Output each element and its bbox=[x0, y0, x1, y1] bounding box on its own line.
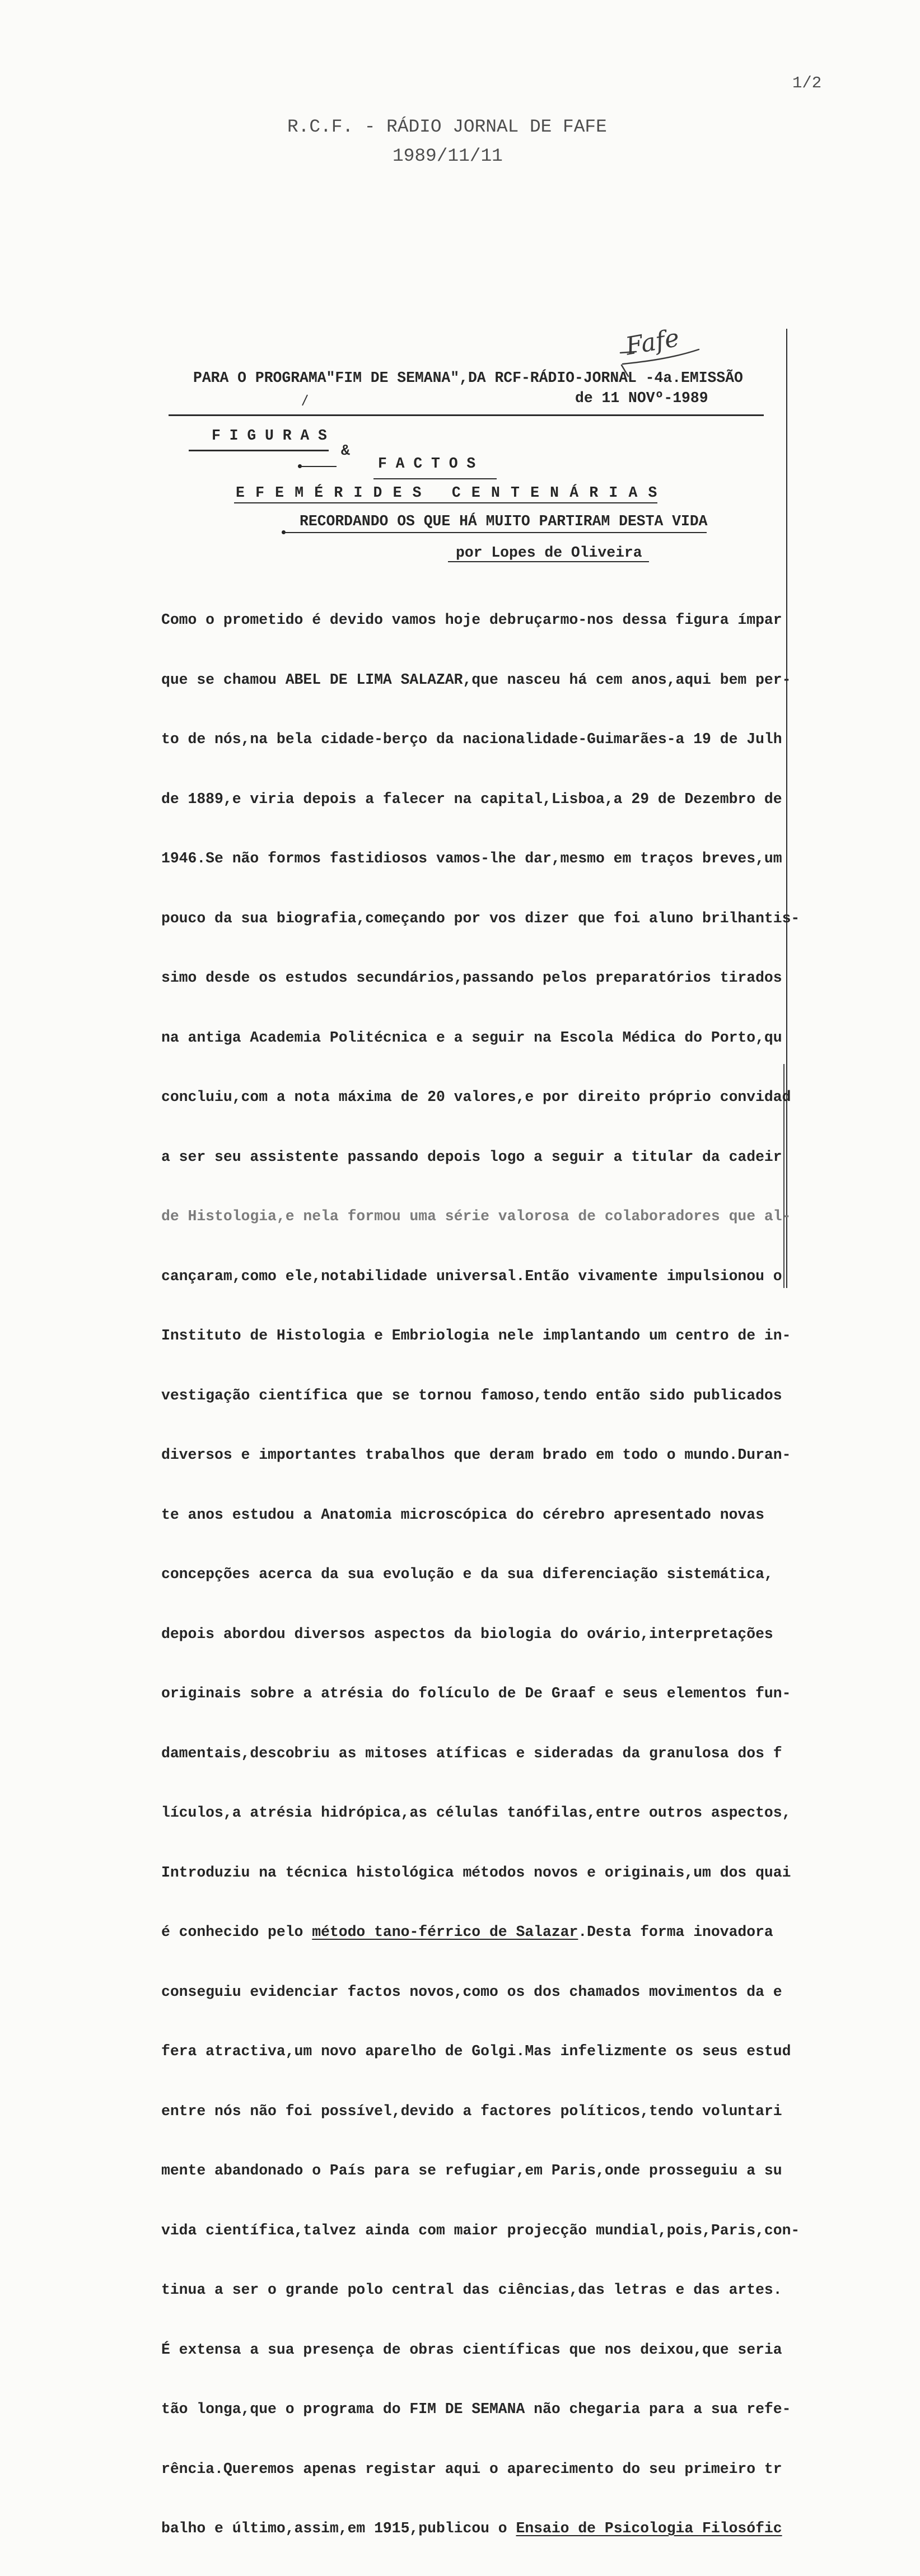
body-line-text: balho e último,assim,em 1915,publicou o bbox=[161, 2520, 516, 2537]
header-rule bbox=[169, 414, 764, 416]
body-line-text: .Desta forma inovadora bbox=[578, 1924, 773, 1940]
body-line: conseguiu evidenciar factos novos,como os dos chamados movimentos da e bbox=[161, 1983, 782, 2000]
body-line: que se chamou ABEL DE LIMA SALAZAR,que nasceu há cem anos,aqui bem per- bbox=[161, 671, 791, 688]
body-line: pouco da sua biografia,começando por vos dizer que foi aluno brilhantis- bbox=[161, 909, 800, 927]
underlined-method-name: método tano-férrico de Salazar bbox=[312, 1924, 578, 1940]
body-line: te anos estudou a Anatomia microscópica do cérebro apresentado novas bbox=[161, 1506, 764, 1523]
body-line: 1946.Se não formos fastidiosos vamos-lhe dar,mesmo em traços breves,um bbox=[161, 850, 782, 867]
body-line: de 1889,e viria depois a falecer na capital,Lisboa,a 29 de Dezembro de bbox=[161, 790, 782, 808]
underlined-book-title: Ensaio de Psicologia Filosófic bbox=[516, 2520, 782, 2537]
body-line bbox=[161, 1922, 800, 1943]
body-line: a ser seu assistente passando depois logo a seguir a titular da cadeir bbox=[161, 1148, 782, 1165]
body-line: damentais,descobriu as mitoses atíficas e sideradas da granulosa dos f bbox=[161, 1744, 782, 1762]
broadcast-date: de 11 NOVº-1989 bbox=[575, 390, 708, 407]
rule-figuras bbox=[189, 450, 329, 451]
body-line: originais sobre a atrésia do folículo de De Graaf e seus elementos fun- bbox=[161, 1685, 791, 1702]
body-line: rência.Queremos apenas registar aqui o aparecimento do seu primeiro tr bbox=[161, 2460, 782, 2477]
program-line: PARA O PROGRAMA"FIM DE SEMANA",DA RCF-RÁDIO-JORNAL -4a.EMISSÃO bbox=[193, 370, 743, 386]
rule-efemerides bbox=[234, 502, 657, 503]
body-line: concluiu,com a nota máxima de 20 valores,e por direito próprio convidad bbox=[161, 1089, 791, 1105]
byline: por Lopes de Oliveira bbox=[456, 544, 642, 561]
body-line: É extensa a sua presença de obras científicas que nos deixou,que seria bbox=[161, 2341, 782, 2358]
body-line: lículos,a atrésia hidrópica,as células tanófilas,entre outros aspectos, bbox=[161, 1804, 791, 1821]
heading-efemerides: E F E M É R I D E S C E N T E N Á R I A S bbox=[236, 484, 659, 501]
body-line: cançaram,como ele,notabilidade universal.Então vivamente impulsionou o bbox=[161, 1267, 782, 1285]
body-line: depois abordou diversos aspectos da biologia do ovário,interpretações bbox=[161, 1625, 773, 1642]
body-line: Introduziu na técnica histológica métodos novos e originais,um dos quai bbox=[161, 1864, 791, 1881]
body-line: simo desde os estudos secundários,passando pelos preparatórios tirados bbox=[161, 969, 782, 986]
header-title: R.C.F. - RÁDIO JORNAL DE FAFE bbox=[287, 116, 607, 137]
stray-mark-icon bbox=[300, 392, 311, 408]
rule-factos-lead bbox=[300, 466, 337, 467]
heading-ampersand: & bbox=[341, 442, 350, 459]
page-number: 1/2 bbox=[792, 74, 822, 92]
body-line: mente abandonado o País para se refugiar,em Paris,onde prosseguiu a su bbox=[161, 2162, 782, 2179]
body-line: Como o prometido é devido vamos hoje debruçarmo-nos dessa figura ímpar bbox=[161, 612, 782, 628]
rule-factos bbox=[373, 478, 497, 479]
rule-subtitle bbox=[283, 532, 707, 533]
body-line: entre nós não foi possível,devido a factores políticos,tendo voluntari bbox=[161, 2102, 782, 2120]
body-line: tinua a ser o grande polo central das ciências,das letras e das artes. bbox=[161, 2281, 782, 2298]
body-line: to de nós,na bela cidade-berço da nacionalidade-Guimarães-a 19 de Julh bbox=[161, 731, 782, 748]
body-line: fera atractiva,um novo aparelho de Golgi.Mas infelizmente os seus estud bbox=[161, 2043, 791, 2060]
body-line: concepções acerca da sua evolução e da sua diferenciação sistemática, bbox=[161, 1566, 773, 1583]
body-line: na antiga Academia Politécnica e a seguir na Escola Médica do Porto,qu bbox=[161, 1029, 782, 1046]
subtitle: RECORDANDO OS QUE HÁ MUITO PARTIRAM DESTA VIDA bbox=[300, 513, 708, 530]
body-line: diversos e importantes trabalhos que deram brado em todo o mundo.Duran- bbox=[161, 1446, 791, 1463]
heading-factos: F A C T O S bbox=[378, 455, 476, 472]
rule-byline bbox=[448, 561, 649, 562]
body-line-text: é conhecido pelo bbox=[161, 1924, 312, 1940]
body-line bbox=[161, 2519, 800, 2539]
body-text bbox=[161, 571, 800, 2576]
handwritten-note: Fafe bbox=[623, 323, 681, 361]
header-date: 1989/11/11 bbox=[393, 146, 503, 166]
body-line: vida científica,talvez ainda com maior projecção mundial,pois,Paris,con- bbox=[161, 2222, 800, 2239]
body-line: de Histologia,e nela formou uma série valorosa de colaboradores que al- bbox=[161, 1208, 791, 1225]
body-line: tão longa,que o programa do FIM DE SEMANA não chegaria para a sua refe- bbox=[161, 2401, 791, 2418]
body-line: Instituto de Histologia e Embriologia nele implantando um centro de in- bbox=[161, 1327, 791, 1344]
body-line: vestigação científica que se tornou famoso,tendo então sido publicados bbox=[161, 1387, 782, 1404]
heading-figuras: F I G U R A S bbox=[212, 427, 327, 444]
